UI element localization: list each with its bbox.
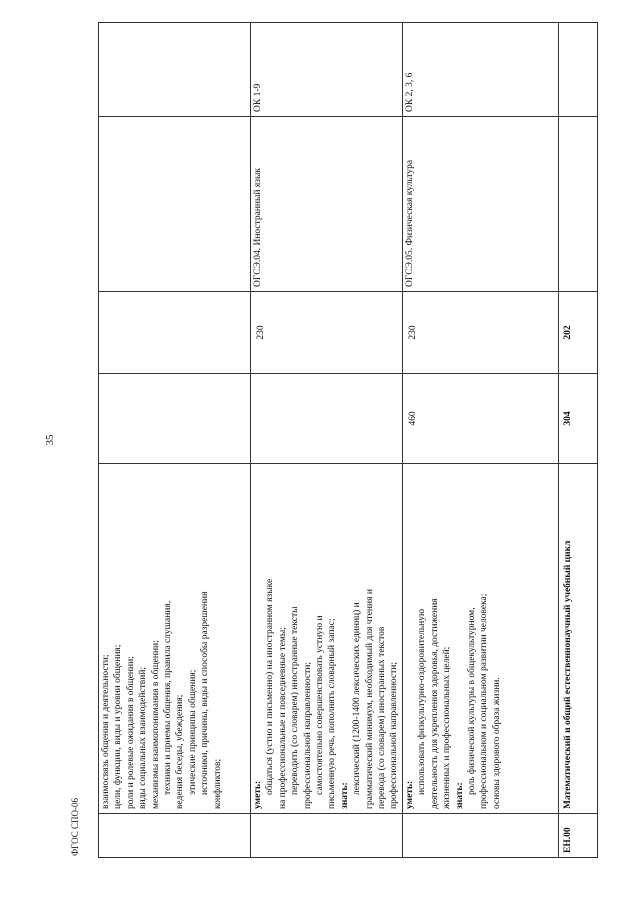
content-line: на профессиональные и повседневные темы; — [277, 627, 288, 809]
class-hours-cell: 230 — [251, 292, 403, 374]
content-line: основы здорового образа жизни. — [491, 677, 502, 809]
competencies-cell: ОК 2, 3, 6 — [402, 23, 558, 117]
content-line: механизмы взаимопонимания в общении; — [150, 640, 161, 809]
page-number: 35 — [44, 434, 56, 446]
competencies-cell: ОК 1-9 — [251, 23, 403, 117]
content-line: источники, причины, виды и способы разрешения — [200, 591, 211, 795]
table-row — [99, 23, 251, 858]
index-cell: ЕН.00 — [558, 814, 597, 858]
content-line: конфликтов; — [212, 758, 223, 809]
class-hours-cell: 230 — [402, 292, 558, 374]
skills-heading: уметь: — [404, 780, 415, 809]
content-cell — [402, 464, 558, 814]
content-cell — [558, 464, 597, 814]
table-row — [251, 23, 403, 858]
knowledge-heading: знать: — [454, 782, 465, 809]
content-line: деятельность для укрепления здоровья, достижения — [429, 598, 440, 809]
index-cell — [99, 814, 251, 858]
content-line: ведения беседы, убеждения; — [175, 694, 186, 809]
content-line: взаимосвязь общения и деятельности; — [101, 654, 111, 809]
skills-heading: уметь: — [253, 780, 263, 809]
content-line: этические принципы общения; — [187, 669, 198, 795]
content-cell — [251, 464, 403, 814]
knowledge-heading: знать: — [339, 782, 350, 809]
content-line: роль физической культуры в общекультурном, — [466, 607, 477, 795]
content-line: цели, функции, виды и уровни общения; — [113, 644, 124, 809]
table-row — [402, 23, 558, 858]
index-cell — [251, 814, 403, 858]
content-line: техники и приемы общения, правила слушания, — [163, 600, 174, 795]
content-line: профессиональном и социальном развитии человека; — [479, 593, 490, 809]
content-line: использовать физкультурно-оздоровительную — [417, 608, 428, 795]
content-line: жизненных и профессиональных целей; — [442, 646, 453, 809]
content-cell — [99, 464, 251, 814]
content-line: грамматический минимум, необходимый для чтения и — [364, 589, 375, 809]
discipline-cell — [99, 117, 251, 292]
document-footer: ФГОС СПО-06 — [70, 798, 80, 856]
max-hours-cell: 460 — [402, 374, 558, 464]
discipline-cell: ОГСЭ.04. Иностранный язык — [251, 117, 403, 292]
content-line: виды социальных взаимодействий; — [138, 666, 149, 809]
curriculum-table — [98, 22, 598, 858]
index-cell — [402, 814, 558, 858]
max-hours-cell — [251, 374, 403, 464]
content-line: роли и ролевые ожидания в общении; — [125, 656, 136, 809]
cycle-title: Математический и общий естественнонаучный учебный цикл — [562, 540, 573, 809]
class-hours-cell: 202 — [558, 292, 597, 374]
rotated-table-wrapper — [98, 23, 573, 858]
content-line: профессиональной направленности; — [389, 662, 400, 809]
table-row — [558, 23, 597, 858]
discipline-cell: ОГСЭ.05. Физическая культура — [402, 117, 558, 292]
content-line: перевода (со словарем) иностранных текстов — [377, 626, 388, 809]
class-hours-cell — [99, 292, 251, 374]
max-hours-cell: 304 — [558, 374, 597, 464]
content-line: профессиональной направленности; — [302, 662, 313, 809]
max-hours-cell — [99, 374, 251, 464]
competencies-cell — [99, 23, 251, 117]
content-line: лексический (1200-1400 лексических единиц) и — [352, 602, 363, 795]
content-line: переводить (со словарем) иностранные тексты — [290, 606, 301, 795]
content-line: письменную речь, пополнять словарный запас; — [327, 618, 338, 809]
competencies-cell — [558, 23, 597, 117]
content-line: самостоятельно совершенствовать устную и — [315, 615, 326, 795]
discipline-cell — [558, 117, 597, 292]
content-line: общаться (устно и письменно) на иностранном языке — [265, 578, 276, 795]
